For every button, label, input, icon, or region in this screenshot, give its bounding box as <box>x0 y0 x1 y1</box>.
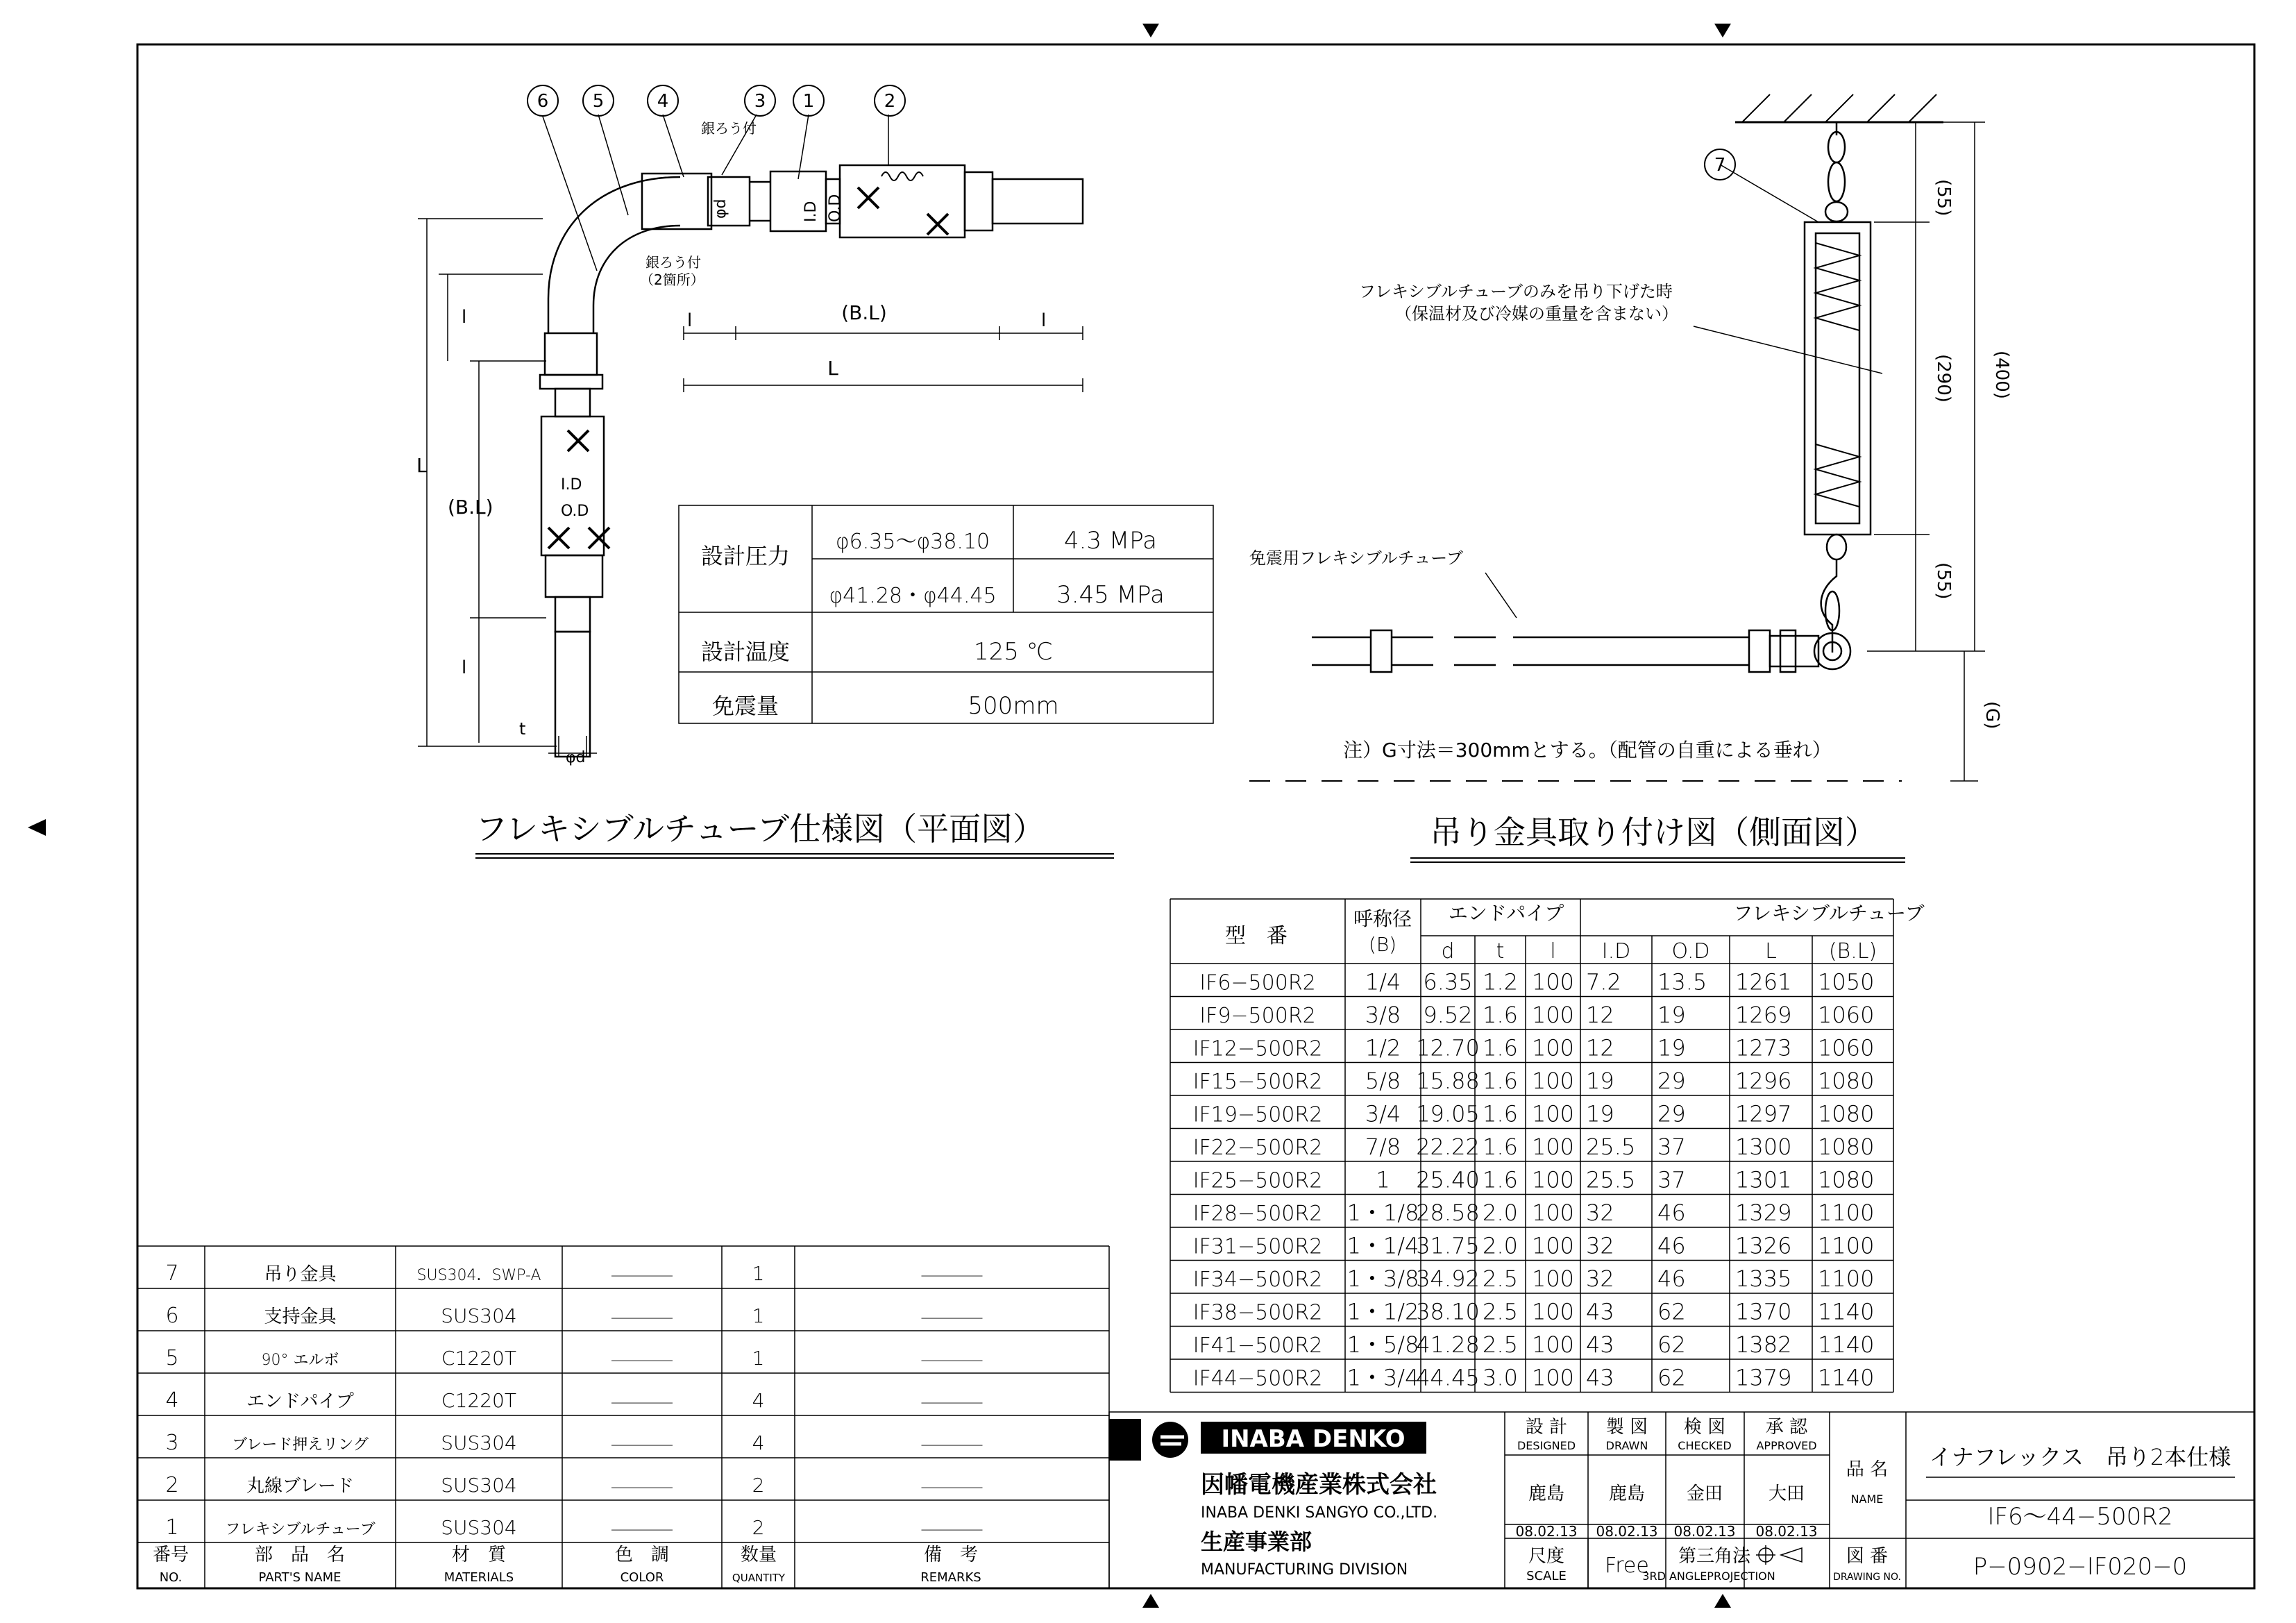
dim-od: O.D <box>561 503 589 520</box>
dim-bl-v: (B.L) <box>448 496 493 519</box>
parts-cell: ―――― <box>611 1352 673 1369</box>
dims-cell: 2.5 <box>1483 1298 1518 1325</box>
dims-cell: 1/2 <box>1365 1034 1401 1061</box>
dims-cell: 1297 <box>1735 1100 1792 1127</box>
tb-scale-value: Free <box>1605 1554 1649 1578</box>
parts-cell: ―――― <box>921 1394 983 1411</box>
parts-list-text <box>165 1261 982 1540</box>
parts-cell: ―――― <box>921 1521 983 1538</box>
dim-phid-h: φd <box>712 199 729 219</box>
dims-cell: 43 <box>1586 1298 1614 1325</box>
dims-cell: 1・1/4 <box>1347 1232 1419 1259</box>
tb-dwg-jp: 図 番 <box>1846 1546 1889 1567</box>
dim-od-h: O.D <box>827 194 844 222</box>
parts-cell: ブレード押えリング <box>232 1436 369 1454</box>
dims-h-nominal-b: (B) <box>1368 933 1397 956</box>
parts-h-mat: 材 質 <box>451 1545 507 1565</box>
dims-cell: 28.58 <box>1416 1200 1480 1226</box>
dims-cell: IF31−500R2 <box>1192 1234 1323 1259</box>
dims-cell: 43 <box>1586 1364 1614 1391</box>
parts-cell: エンドパイプ <box>246 1391 354 1412</box>
center-mark-left <box>28 819 46 836</box>
spec-range-2: φ41.28・φ44.45 <box>829 584 997 608</box>
dims-cell: 1050 <box>1818 968 1875 995</box>
dims-cell: 7.2 <box>1586 968 1621 995</box>
dims-cell: 100 <box>1531 1364 1575 1391</box>
center-mark-top-left <box>1142 24 1159 37</box>
parts-cell: ―――― <box>611 1436 673 1454</box>
hanger-note-1: フレキシブルチューブのみを吊り下げた時 <box>1359 282 1673 301</box>
dims-cell: 1.6 <box>1483 1034 1518 1061</box>
dim-55-top: (55) <box>1933 179 1954 217</box>
balloon-4: 4 <box>657 91 669 112</box>
parts-cell: SUS304 <box>441 1516 517 1539</box>
balloon-1: 1 <box>802 91 815 112</box>
dims-cell: 2.5 <box>1483 1331 1518 1358</box>
dims-cell: 1329 <box>1735 1200 1792 1226</box>
dim-t: t <box>519 719 526 739</box>
parts-cell: SUS304 <box>441 1304 517 1327</box>
dims-cell: 46 <box>1657 1232 1686 1259</box>
parts-cell: 4 <box>752 1389 765 1412</box>
dims-cell: 2.0 <box>1483 1200 1518 1226</box>
parts-cell: SUS304 <box>441 1474 517 1497</box>
parts-cell: ―――― <box>921 1479 983 1496</box>
dims-cell: 1140 <box>1818 1331 1875 1358</box>
dims-cell: 1.6 <box>1483 1068 1518 1094</box>
tb-projection-jp: 第三角法 <box>1678 1546 1751 1567</box>
spec-temp-label: 設計温度 <box>700 639 791 665</box>
dims-cell: 13.5 <box>1657 968 1707 995</box>
dims-cell: 12.70 <box>1416 1034 1480 1061</box>
spec-temp-value: 125 ℃ <box>974 638 1053 666</box>
dims-cell: 62 <box>1657 1331 1686 1358</box>
dims-cell: 25.5 <box>1586 1134 1636 1160</box>
tb-date-4: 08.02.13 <box>1755 1523 1818 1540</box>
dims-cell: 100 <box>1531 968 1575 995</box>
parts-cell: ―――― <box>921 1352 983 1369</box>
dims-cell: 3.0 <box>1483 1364 1518 1391</box>
dims-cell: 1100 <box>1818 1200 1875 1226</box>
dim-bl-h: (B.L) <box>841 301 887 324</box>
dims-cell: IF15−500R2 <box>1192 1070 1323 1094</box>
dims-h-endpipe: エンドパイプ <box>1448 902 1564 925</box>
dims-cell: 43 <box>1586 1331 1614 1358</box>
dim-l-v: L <box>416 454 428 477</box>
balloon-7: 7 <box>1714 155 1726 176</box>
parts-cell: 2 <box>752 1516 765 1539</box>
dims-cell: IF28−500R2 <box>1192 1202 1323 1226</box>
tb-checked-by: 金田 <box>1686 1483 1723 1504</box>
dims-cell: 62 <box>1657 1298 1686 1325</box>
flex-view-title: フレキシブルチューブ仕様図（平面図） <box>475 810 1045 848</box>
hanger-side-view <box>1249 94 1985 781</box>
parts-h-remarks-en: REMARKS <box>920 1570 981 1585</box>
parts-h-remarks: 備 考 <box>923 1545 979 1565</box>
dims-cell: 1261 <box>1735 968 1792 995</box>
tb-checked-en: CHECKED <box>1678 1439 1732 1452</box>
dims-h-nominal: 呼称径 <box>1353 907 1412 930</box>
parts-cell: C1220T <box>441 1389 516 1412</box>
parts-cell: 吊り金具 <box>264 1264 337 1285</box>
logo-text: INABA DENKO <box>1221 1425 1406 1453</box>
dims-cell: 1060 <box>1818 1002 1875 1028</box>
dims-cell: 1382 <box>1735 1331 1792 1358</box>
dims-cell: 1.6 <box>1483 1002 1518 1028</box>
dims-cell: 1・3/4 <box>1347 1364 1419 1391</box>
drawing-number: P−0902−IF020−0 <box>1973 1553 2188 1581</box>
dims-cell: 19 <box>1586 1068 1614 1094</box>
parts-cell: フレキシブルチューブ <box>225 1521 375 1538</box>
dims-cell: 1/4 <box>1365 968 1401 995</box>
parts-header <box>153 1545 981 1585</box>
dims-h-model: 型 番 <box>1225 924 1288 948</box>
parts-cell: 1 <box>165 1515 179 1540</box>
parts-cell: ―――― <box>611 1394 673 1411</box>
parts-cell: ―――― <box>921 1436 983 1454</box>
parts-h-color: 色 調 <box>614 1545 670 1565</box>
projection-symbol-icon <box>1756 1545 1802 1565</box>
logo-mark <box>1152 1422 1188 1458</box>
dims-cell: IF22−500R2 <box>1192 1136 1323 1160</box>
dims-cell: 100 <box>1531 1134 1575 1160</box>
parts-cell: 2 <box>752 1474 765 1497</box>
tb-approved-en: APPROVED <box>1756 1439 1817 1452</box>
parts-cell: 4 <box>752 1431 765 1454</box>
company-name-en: INABA DENKI SANGYO CO.,LTD. <box>1201 1504 1438 1522</box>
dims-cell: 12 <box>1586 1034 1614 1061</box>
dims-cell: 32 <box>1586 1232 1614 1259</box>
dims-cell: 9.52 <box>1423 1002 1473 1028</box>
dims-cell: 5/8 <box>1365 1068 1401 1094</box>
dims-cell: IF6−500R2 <box>1199 970 1316 995</box>
dims-cell: 1・3/8 <box>1347 1265 1419 1292</box>
dim-290: (290) <box>1933 354 1954 403</box>
brazed-label: 銀ろう付 <box>701 120 757 137</box>
parts-cell: SUS304．SWP-A <box>416 1267 541 1284</box>
dim-id-h: I.D <box>802 201 820 222</box>
product-code: IF6～44−500R2 <box>1987 1503 2173 1531</box>
balloon-6: 6 <box>537 91 549 112</box>
parts-cell: 丸線ブレード <box>246 1476 354 1497</box>
parts-cell: ―――― <box>921 1309 983 1327</box>
dims-cell: 1.6 <box>1483 1166 1518 1193</box>
center-mark-bottom-right <box>1714 1594 1731 1608</box>
dims-cell: 46 <box>1657 1200 1686 1226</box>
dim-l-small-4: l <box>462 657 467 678</box>
dims-cell: 1326 <box>1735 1232 1792 1259</box>
tb-designed-jp: 設 計 <box>1525 1417 1568 1438</box>
dims-cell: 29 <box>1657 1068 1686 1094</box>
dims-cell: IF41−500R2 <box>1192 1334 1323 1358</box>
balloon-5: 5 <box>592 91 605 112</box>
dims-table-text <box>1193 939 1877 1391</box>
balloon-3: 3 <box>754 91 766 112</box>
dims-cell: 37 <box>1657 1134 1686 1160</box>
hanger-view-title: 吊り金具取り付け図（側面図） <box>1430 814 1877 851</box>
dims-cell: 3/4 <box>1365 1100 1401 1127</box>
parts-cell: ―――― <box>921 1267 983 1284</box>
dim-l-h: L <box>827 357 838 380</box>
center-mark-bottom-left <box>1142 1594 1159 1608</box>
dims-cell: 1・1/8 <box>1347 1200 1419 1226</box>
dims-cell: 1.2 <box>1483 968 1518 995</box>
dims-cell: 100 <box>1531 1200 1575 1226</box>
parts-cell: 1 <box>752 1262 765 1285</box>
spec-value-2: 3.45 MPa <box>1056 581 1165 609</box>
dims-cell: 6.35 <box>1423 968 1473 995</box>
parts-cell: C1220T <box>441 1347 516 1370</box>
tb-date-1: 08.02.13 <box>1515 1523 1578 1540</box>
parts-cell: ―――― <box>611 1479 673 1496</box>
dims-subheader: l <box>1550 939 1556 964</box>
dims-cell: 1080 <box>1818 1166 1875 1193</box>
dims-cell: IF38−500R2 <box>1192 1300 1323 1325</box>
dims-subheader: (B.L) <box>1828 939 1877 964</box>
parts-h-qty: 数量 <box>740 1545 777 1565</box>
dims-cell: 46 <box>1657 1265 1686 1292</box>
tb-drawn-en: DRAWN <box>1605 1439 1648 1452</box>
dims-cell: 100 <box>1531 1002 1575 1028</box>
parts-cell: ―――― <box>611 1267 673 1284</box>
spec-value-1: 4.3 MPa <box>1063 527 1158 555</box>
dim-l-small-3: l <box>462 307 467 328</box>
hanger-note-2: （保温材及び冷媒の重量を含まない） <box>1395 304 1678 323</box>
dims-cell: 1273 <box>1735 1034 1792 1061</box>
dims-cell: IF44−500R2 <box>1192 1366 1323 1391</box>
dims-subheader: O.D <box>1671 939 1710 964</box>
dims-cell: 1.6 <box>1483 1100 1518 1127</box>
dims-cell: IF19−500R2 <box>1192 1102 1323 1127</box>
dims-cell: 15.88 <box>1416 1068 1480 1094</box>
dims-cell: 1100 <box>1818 1265 1875 1292</box>
dims-cell: 1080 <box>1818 1068 1875 1094</box>
dims-subheader: d <box>1441 939 1455 964</box>
dims-cell: 19 <box>1657 1034 1686 1061</box>
dims-cell: 100 <box>1531 1298 1575 1325</box>
tb-name-en: NAME <box>1850 1492 1884 1506</box>
dims-cell: 100 <box>1531 1232 1575 1259</box>
dims-cell: 7/8 <box>1365 1134 1401 1160</box>
tb-approved-jp: 承 認 <box>1765 1417 1808 1438</box>
balloon-2: 2 <box>884 91 896 112</box>
tb-date-2: 08.02.13 <box>1596 1523 1658 1540</box>
tb-drawn-jp: 製 図 <box>1605 1417 1648 1438</box>
parts-h-color-en: COLOR <box>620 1570 664 1585</box>
dims-subheader: I.D <box>1601 939 1631 964</box>
dims-cell: 25.40 <box>1416 1166 1480 1193</box>
parts-cell: 3 <box>165 1431 179 1455</box>
dims-cell: 100 <box>1531 1100 1575 1127</box>
dim-id: I.D <box>561 476 582 494</box>
brazed-label-2: 銀ろう付 <box>645 254 701 271</box>
parts-h-name: 部 品 名 <box>254 1545 346 1565</box>
tb-scale-jp: 尺度 <box>1528 1546 1565 1567</box>
tb-date-3: 08.02.13 <box>1673 1523 1736 1540</box>
dims-cell: 1.6 <box>1483 1134 1518 1160</box>
dims-cell: 1080 <box>1818 1134 1875 1160</box>
dims-cell: 22.22 <box>1416 1134 1480 1160</box>
tb-scale-en: SCALE <box>1526 1569 1567 1583</box>
dims-cell: 37 <box>1657 1166 1686 1193</box>
parts-h-no: 番号 <box>152 1545 189 1565</box>
dims-cell: 38.10 <box>1416 1298 1480 1325</box>
dims-cell: 1269 <box>1735 1002 1792 1028</box>
dims-cell: 1・5/8 <box>1347 1331 1419 1358</box>
dims-cell: 29 <box>1657 1100 1686 1127</box>
tb-dwg-en: DRAWING NO. <box>1833 1572 1901 1583</box>
dims-cell: 19 <box>1657 1002 1686 1028</box>
parts-cell: SUS304 <box>441 1431 517 1454</box>
parts-cell: ―――― <box>611 1521 673 1538</box>
dims-cell: 1080 <box>1818 1100 1875 1127</box>
center-mark-top-right <box>1714 24 1731 37</box>
parts-cell: 6 <box>165 1304 179 1328</box>
dims-cell: 41.28 <box>1416 1331 1480 1358</box>
dims-cell: 1300 <box>1735 1134 1792 1160</box>
dim-l-small-1: l <box>687 310 693 331</box>
dims-cell: 1100 <box>1818 1232 1875 1259</box>
spec-seismic-label: 免震量 <box>711 693 779 719</box>
logo-block <box>1109 1419 1141 1461</box>
dims-cell: 1140 <box>1818 1364 1875 1391</box>
tb-checked-jp: 検 図 <box>1683 1417 1726 1438</box>
dims-cell: 32 <box>1586 1265 1614 1292</box>
seismic-tube-label: 免震用フレキシブルチューブ <box>1249 548 1463 568</box>
dims-cell: IF9−500R2 <box>1199 1004 1316 1028</box>
dims-subheader: t <box>1496 939 1505 964</box>
dim-400: (400) <box>1991 351 2012 399</box>
parts-cell: 90° エルボ <box>261 1352 339 1369</box>
division-jp: 生産事業部 <box>1201 1529 1312 1555</box>
parts-cell: 2 <box>165 1473 179 1497</box>
brazed-count: （2箇所） <box>640 271 704 288</box>
flex-tube-balloons <box>527 85 905 116</box>
tb-approved-by: 大田 <box>1768 1483 1805 1504</box>
dim-55-bottom: (55) <box>1933 562 1954 600</box>
dims-subheader: L <box>1765 939 1777 964</box>
tb-designed-by: 鹿島 <box>1528 1483 1565 1504</box>
dims-cell: 1379 <box>1735 1364 1792 1391</box>
spec-seismic-value: 500mm <box>968 692 1059 720</box>
dim-phid: φd <box>566 749 586 766</box>
dims-cell: 2.5 <box>1483 1265 1518 1292</box>
dims-cell: 32 <box>1586 1200 1614 1226</box>
dims-cell: 1335 <box>1735 1265 1792 1292</box>
parts-h-mat-en: MATERIALS <box>444 1570 514 1585</box>
dims-cell: 1060 <box>1818 1034 1875 1061</box>
dims-cell: 1・1/2 <box>1347 1298 1419 1325</box>
parts-h-no-en: NO. <box>159 1570 183 1585</box>
dim-g: (G) <box>1982 701 2002 730</box>
dims-cell: 1140 <box>1818 1298 1875 1325</box>
dims-cell: 1301 <box>1735 1166 1792 1193</box>
spec-pressure-label: 設計圧力 <box>700 543 791 569</box>
parts-cell: 5 <box>165 1346 179 1370</box>
dims-cell: IF12−500R2 <box>1192 1036 1323 1061</box>
parts-cell: 1 <box>752 1304 765 1327</box>
spec-range-1: φ6.35～φ38.10 <box>835 530 990 554</box>
tb-designed-en: DESIGNED <box>1517 1439 1576 1452</box>
dims-cell: 100 <box>1531 1265 1575 1292</box>
dims-cell: 12 <box>1586 1002 1614 1028</box>
parts-h-qty-en: QUANTITY <box>732 1572 786 1584</box>
dims-cell: IF25−500R2 <box>1192 1168 1323 1193</box>
division-en: MANUFACTURING DIVISION <box>1201 1561 1408 1579</box>
dims-cell: 19.05 <box>1416 1100 1480 1127</box>
company-name-jp: 因幡電機産業株式会社 <box>1201 1471 1437 1499</box>
dims-cell: 100 <box>1531 1331 1575 1358</box>
parts-h-name-en: PART'S NAME <box>258 1570 341 1585</box>
parts-cell: 支持金具 <box>264 1306 337 1327</box>
parts-cell: 1 <box>752 1347 765 1370</box>
dims-cell: 3/8 <box>1365 1002 1401 1028</box>
dims-cell: IF34−500R2 <box>1192 1268 1323 1292</box>
dims-cell: 44.45 <box>1416 1364 1480 1391</box>
product-name: イナフレックス 吊り2本仕様 <box>1929 1444 2231 1470</box>
tb-name-jp: 品 名 <box>1846 1459 1889 1480</box>
parts-cell: 4 <box>165 1388 179 1413</box>
dims-cell: 1296 <box>1735 1068 1792 1094</box>
parts-cell: 7 <box>165 1261 179 1286</box>
dims-cell: 100 <box>1531 1034 1575 1061</box>
dims-cell: 100 <box>1531 1068 1575 1094</box>
dims-cell: 2.0 <box>1483 1232 1518 1259</box>
dims-cell: 31.75 <box>1416 1232 1480 1259</box>
dims-cell: 62 <box>1657 1364 1686 1391</box>
tb-projection-en: 3RD ANGLEPROJECTION <box>1642 1570 1775 1583</box>
dim-l-small-2: l <box>1041 310 1047 331</box>
tb-drawn-by: 鹿島 <box>1608 1483 1646 1504</box>
dims-cell: 25.5 <box>1586 1166 1636 1193</box>
dims-h-flex: フレキシブルチューブ <box>1733 902 1925 925</box>
dims-cell: 1370 <box>1735 1298 1792 1325</box>
parts-cell: ―――― <box>611 1309 673 1327</box>
g-footnote: 注）G寸法＝300mmとする。（配管の自重による垂れ） <box>1343 739 1832 762</box>
dims-cell: 100 <box>1531 1166 1575 1193</box>
dims-cell: 19 <box>1586 1100 1614 1127</box>
dims-cell: 34.92 <box>1416 1265 1480 1292</box>
dims-cell: 1 <box>1376 1166 1390 1193</box>
